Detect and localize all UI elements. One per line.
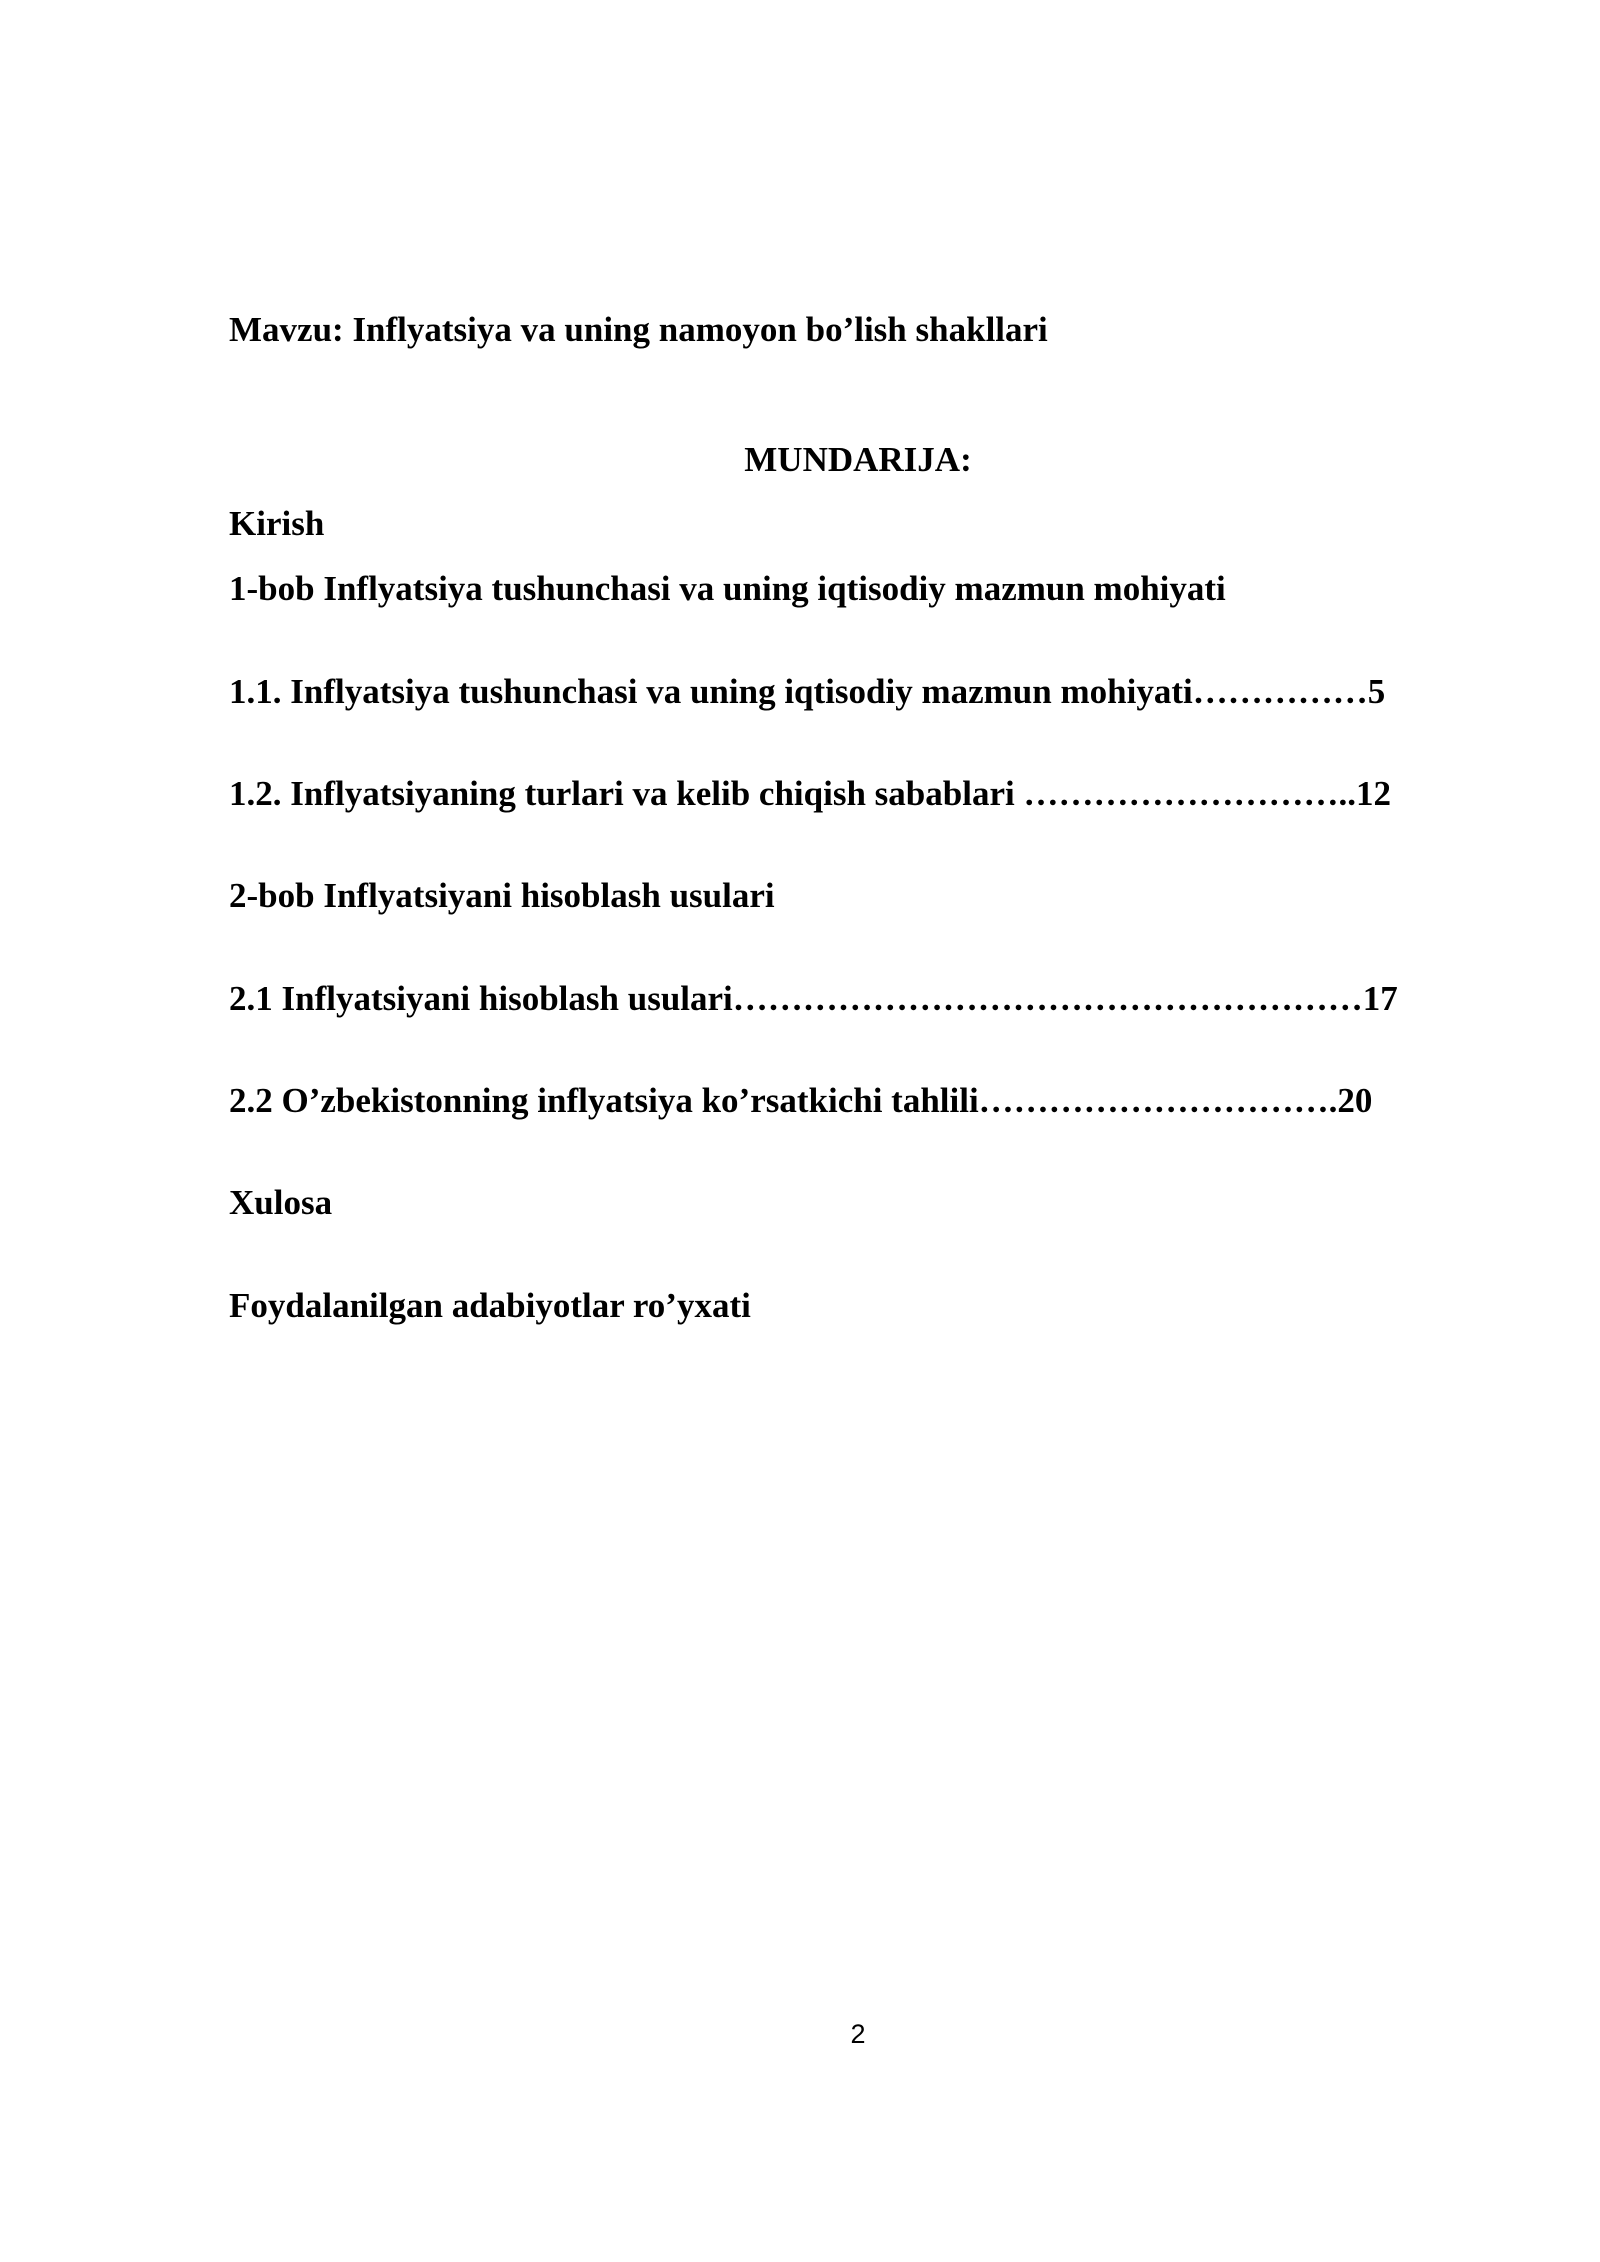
page-number: 2 [850, 2019, 866, 2049]
toc-item-section-2-2: 2.2 O’zbekistonning inflyatsiya ko’rsatkichi tahlili………………………….20 [229, 1081, 1373, 1120]
toc-item-chapter-1: 1-bob Inflyatsiya tushunchasi va uning iqtisodiy mazmun mohiyati [229, 569, 1226, 608]
document-subject: Mavzu: Inflyatsiya va uning namoyon bo’lish shakllari [229, 310, 1048, 349]
toc-item-section-1-2: 1.2. Inflyatsiyaning turlari va kelib chiqish sabablari ………………………..12 [229, 774, 1391, 813]
toc-item-chapter-2: 2-bob Inflyatsiyani hisoblash usulari [229, 876, 775, 915]
toc-item-conclusion: Xulosa [229, 1183, 333, 1222]
toc-item-section-1-1: 1.1. Inflyatsiya tushunchasi va uning iqtisodiy mazmun mohiyati……………5 [229, 672, 1386, 711]
toc-item-section-2-1: 2.1 Inflyatsiyani hisoblash usulari………………………………………………17 [229, 979, 1398, 1018]
toc-heading: MUNDARIJA: [744, 440, 972, 479]
toc-item-introduction: Kirish [229, 504, 325, 543]
toc-item-references: Foydalanilgan adabiyotlar ro’yxati [229, 1286, 751, 1325]
